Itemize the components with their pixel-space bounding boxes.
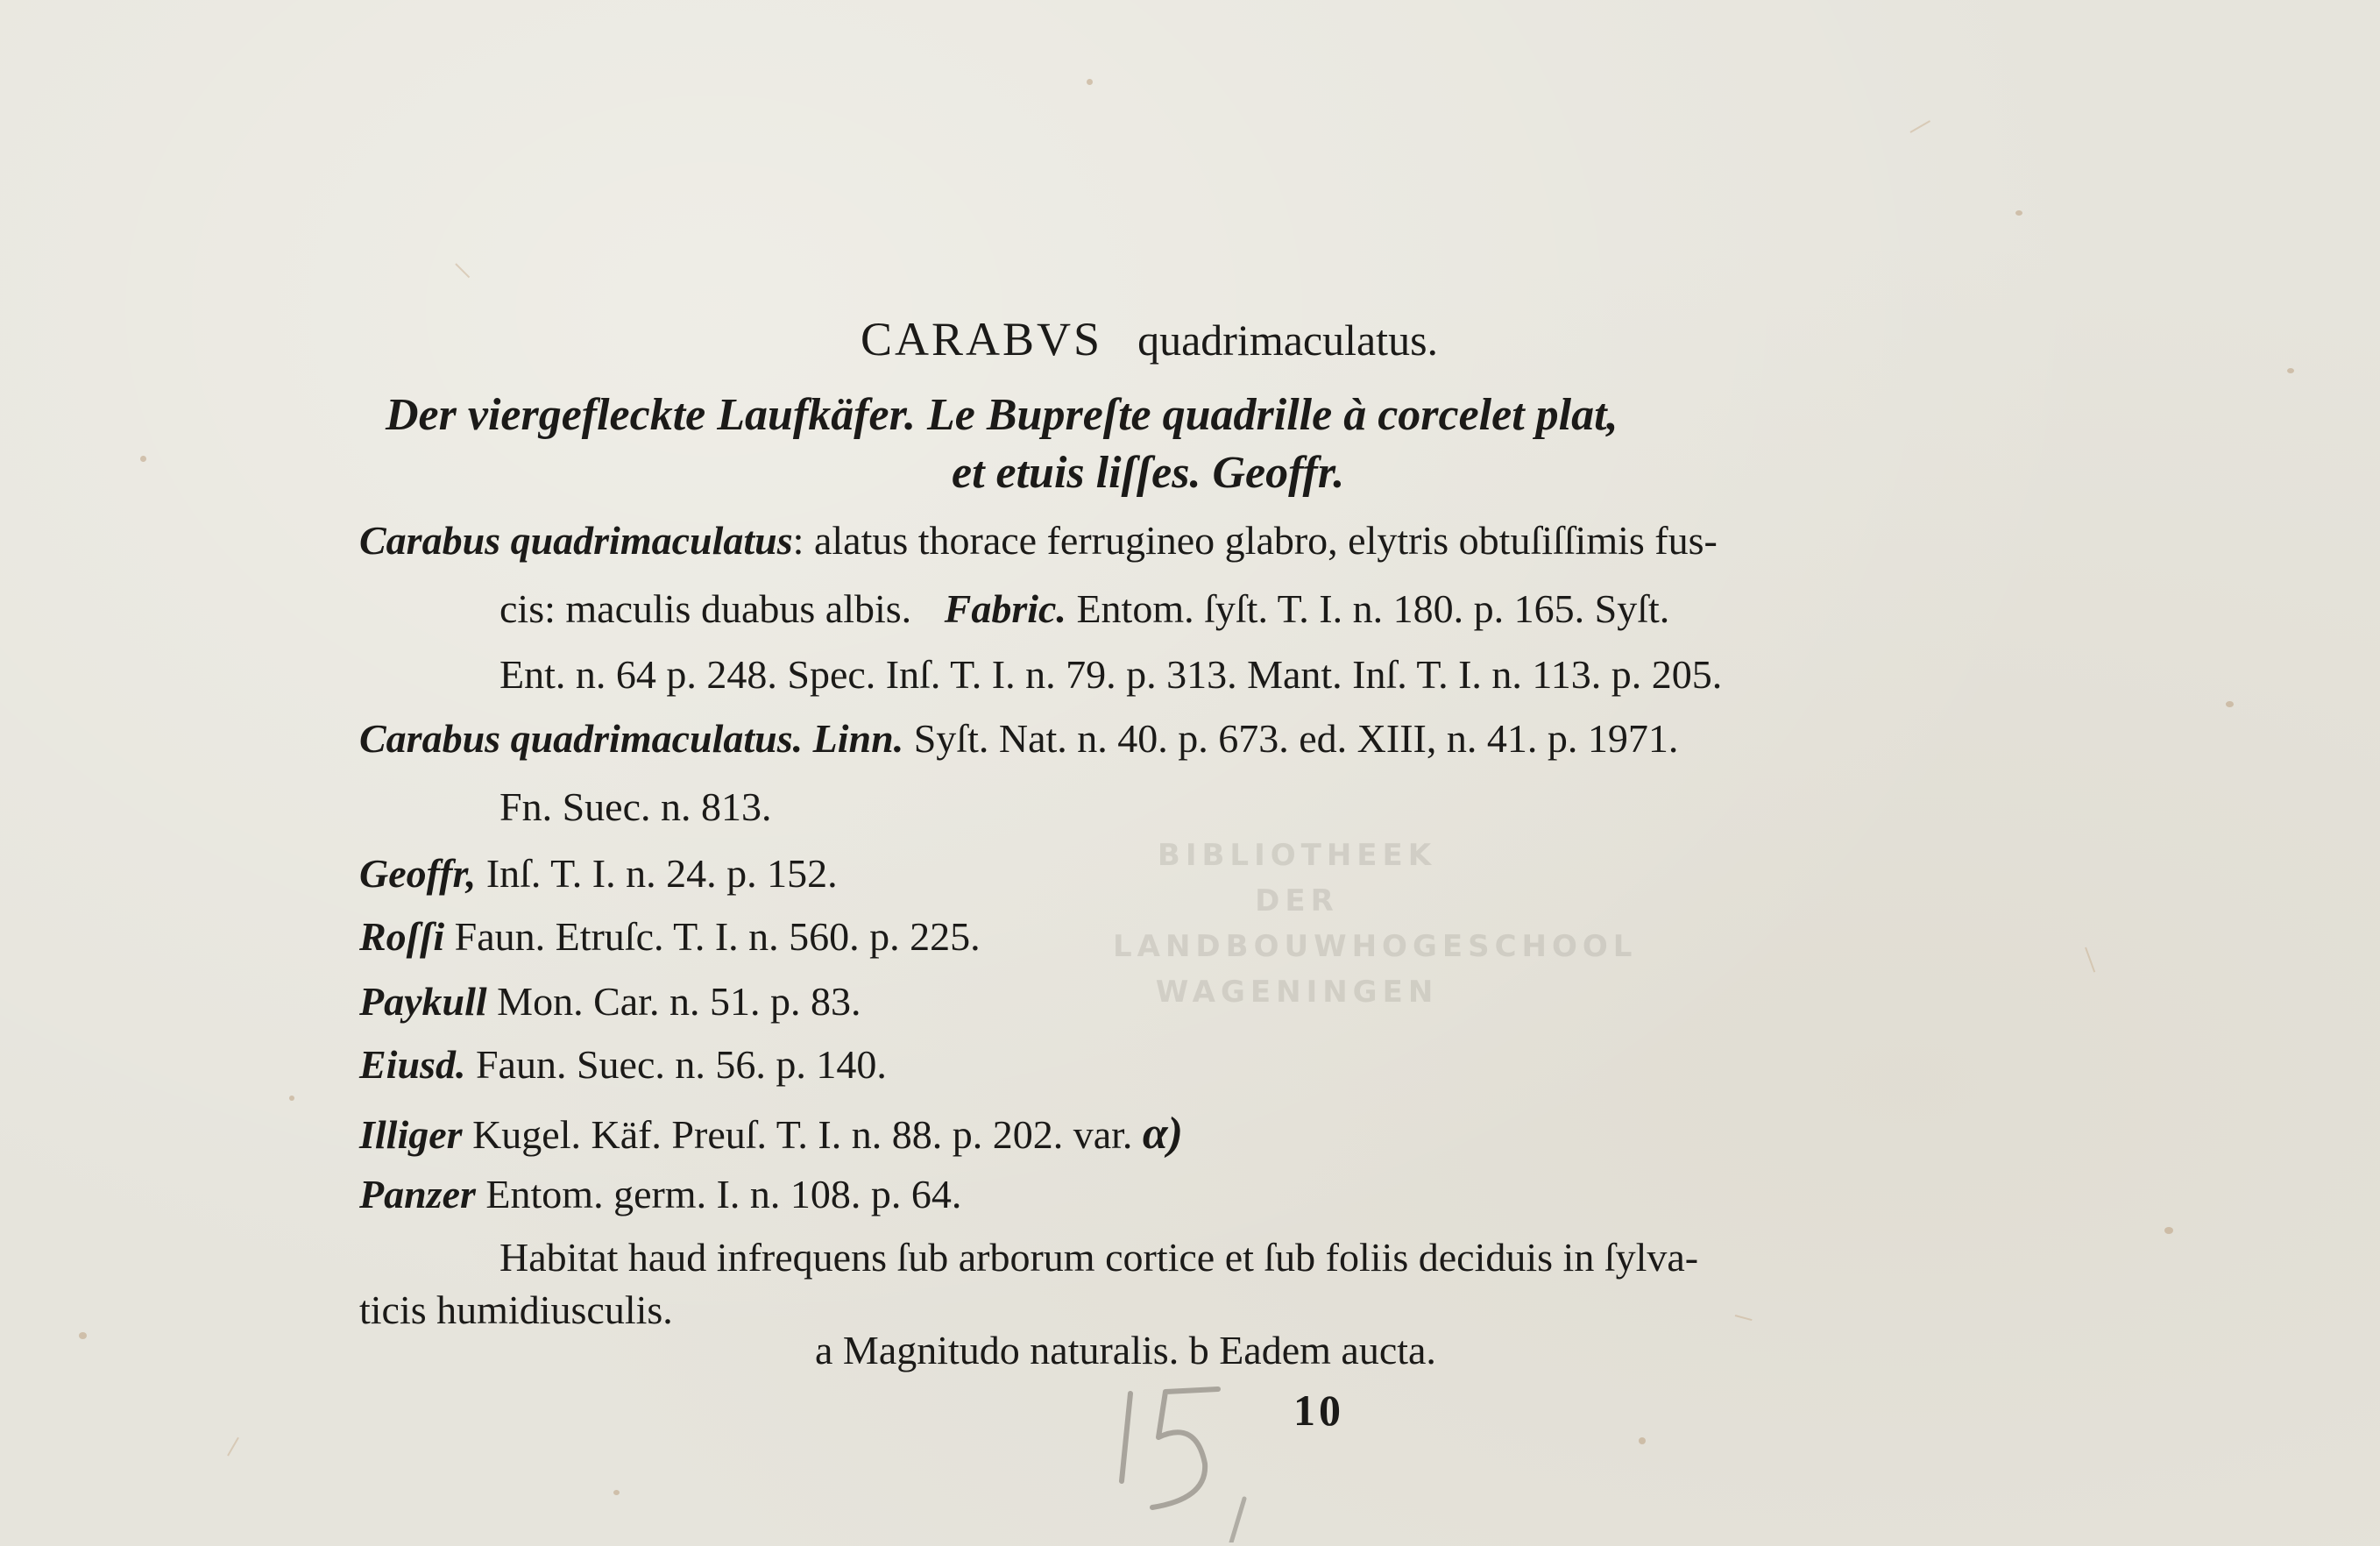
variety-marker: α) [1142, 1109, 1183, 1159]
entry-text: Kugel. Käf. Preuſ. T. I. n. 88. p. 202. var. [472, 1112, 1133, 1157]
stamp-line: WAGENINGEN [1155, 975, 1439, 1010]
page-number: 10 [1293, 1386, 1344, 1435]
entry-text: Entom. ſyſt. T. I. n. 180. p. 165. Syſt. [1076, 586, 1670, 631]
entry-author: Roſſi [359, 914, 445, 959]
paper-speck [613, 1490, 620, 1495]
reference-entry: Ent. n. 64 p. 248. Spec. Inſ. T. I. n. 79. p. 313. Mant. Inſ. T. I. n. 113. p. 205. [499, 652, 1723, 697]
habitat-line: ticis humidiusculis. [359, 1287, 673, 1332]
reference-entry [359, 914, 981, 959]
pencil-annotation [1113, 1367, 1271, 1542]
habitat-line: Habitat haud infrequens ſub arborum cortice et ſub foliis deciduis in ſylva- [499, 1235, 1699, 1280]
paper-fiber [227, 1437, 239, 1457]
subtitle-line: Der viergefleckte Laufkäfer. Le Bupreſte quadrille à corcelet plat, [386, 390, 1619, 440]
entry-text: Inſ. T. I. n. 24. p. 152. [485, 851, 838, 896]
paper-fiber [1735, 1315, 1753, 1321]
reference-entry [359, 1042, 887, 1087]
paper-speck [1087, 79, 1093, 85]
entry-author: Carabus quadrimaculatus. Linn. [359, 716, 904, 761]
title-genus: CARABVS [861, 313, 1103, 365]
paper-speck [289, 1096, 294, 1101]
entry-author: Carabus quadrimaculatus [359, 518, 793, 563]
reference-entry [359, 1174, 961, 1215]
reference-entry [359, 518, 1718, 563]
entry-text: Entom. germ. I. n. 108. p. 64. [485, 1172, 962, 1216]
reference-entry [499, 586, 1670, 631]
reference-entry [359, 979, 861, 1024]
reference-entry: Fn. Suec. n. 813. [499, 784, 772, 829]
title-species: quadrimaculatus. [1137, 316, 1439, 365]
paper-speck [2164, 1227, 2173, 1234]
paper-speck [79, 1332, 87, 1339]
paper-speck [1639, 1437, 1646, 1444]
entry-text: Faun. Etruſc. T. I. n. 560. p. 225. [454, 914, 981, 959]
paper-speck [140, 456, 146, 462]
reference-entry [359, 716, 1679, 761]
paper-fiber [455, 263, 470, 278]
entry-author: Illiger [359, 1112, 463, 1157]
entry-text: : alatus thorace ferrugineo glabro, elytris obtuſiſſimis fus- [792, 518, 1718, 563]
entry-author: Paykull [359, 979, 487, 1024]
stamp-line: BIBLIOTHEEK [1157, 838, 1437, 873]
reference-entry [359, 851, 838, 896]
paper-speck [2226, 701, 2234, 707]
paper-fiber [1910, 120, 1931, 133]
page-title [861, 313, 1439, 365]
entry-text: Syſt. Nat. n. 40. p. 673. ed. XIII, n. 41. p. 1971. [913, 716, 1679, 761]
entry-author: Geoffr, [359, 851, 477, 896]
entry-author: Fabric. [944, 586, 1066, 631]
paper-fiber [2085, 947, 2095, 973]
figure-caption: a Magnitudo naturalis. b Eadem aucta. [815, 1328, 1436, 1372]
paper-speck [2287, 368, 2294, 373]
entry-text: Mon. Car. n. 51. p. 83. [497, 979, 861, 1024]
entry-author: Eiusd. [359, 1042, 466, 1087]
reference-entry [359, 1111, 1183, 1157]
entry-text: Faun. Suec. n. 56. p. 140. [475, 1042, 887, 1087]
entry-author: Panzer [359, 1172, 476, 1216]
entry-text: cis: maculis duabus albis. [499, 586, 912, 631]
subtitle-line: et etuis liſſes. Geoffr. [952, 448, 1345, 498]
stamp-line: LANDBOUWHOGESCHOOL [1113, 929, 1638, 964]
paper-speck [2015, 210, 2022, 216]
stamp-line: DER [1255, 883, 1339, 918]
library-stamp [1113, 833, 1638, 1015]
